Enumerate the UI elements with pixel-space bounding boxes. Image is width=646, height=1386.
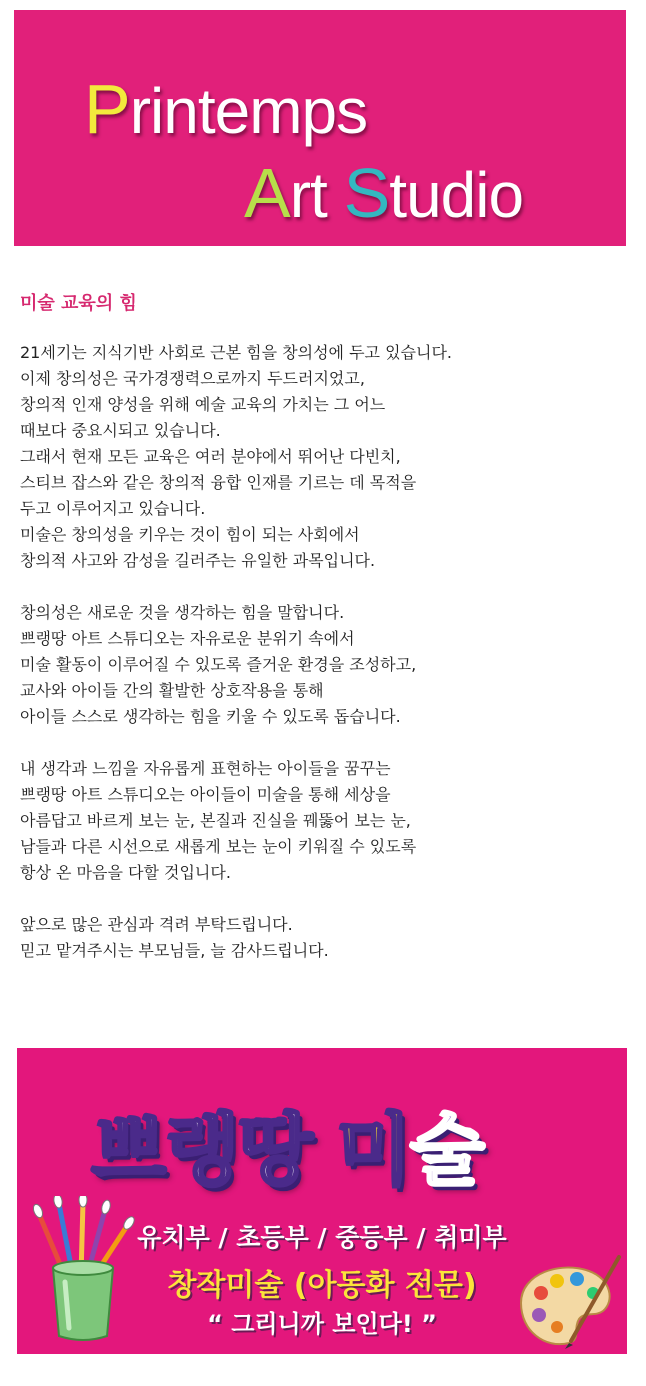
logo-letter-s: S [343,154,390,232]
text-line: 앞으로 많은 관심과 격려 부탁드립니다. [20,915,293,934]
text-line: 교사와 아이들 간의 활발한 상호작용을 통해 [20,681,324,700]
paragraph-4 [20,912,620,964]
course-list: 유치부 / 초등부 / 중등부 / 취미부 [137,1223,507,1252]
palette-icon [511,1253,623,1349]
header-banner-inner [14,10,626,246]
logo-text-rt: rt [289,159,327,231]
text-line: 두고 이루어지고 있습니다. [20,499,206,518]
text-line: 쁘랭땅 아트 스튜디오는 자유로운 분위기 속에서 [20,629,355,648]
logo-line-art-studio [244,154,524,232]
text-line: 미술 활동이 이루어질 수 있도록 즐거운 환경을 조성하고, [20,655,417,674]
promo-title-brand: 쁘랭땅 [91,1106,312,1196]
paragraph-1 [20,340,620,574]
text-line: 스티브 잡스와 같은 창의적 융합 인재를 기르는 데 목적을 [20,473,417,492]
header-banner [0,0,632,256]
text-line: 창의적 사고와 감성을 길러주는 유일한 과목입니다. [20,551,376,570]
promo-title-sul: 술 [409,1106,483,1196]
paragraph-2 [20,600,620,730]
promo-title-mi: 미 [336,1106,410,1196]
text-line: 때보다 중요시되고 있습니다. [20,421,221,440]
text-line: 창의성은 새로운 것을 생각하는 힘을 말합니다. [20,603,345,622]
text-line: 믿고 맡겨주시는 부모님들, 늘 감사드립니다. [20,941,329,960]
paragraph-3 [20,756,620,886]
tagline: 창작미술 (아동화 전문) [167,1268,477,1303]
text-line: 이제 창의성은 국가경쟁력으로까지 두드러지었고, [20,369,365,388]
text-line: 항상 온 마음을 다할 것입니다. [20,863,231,882]
logo-text-rintemps: rintemps [129,75,368,147]
text-line: 내 생각과 느낌을 자유롭게 표현하는 아이들을 꿈꾸는 [20,759,391,778]
promo-banner [17,1048,627,1354]
section-title: 미술 교육의 힘 [20,293,137,314]
text-line: 쁘랭땅 아트 스튜디오는 아이들이 미술을 통해 세상을 [20,785,391,804]
logo-letter-a: A [244,154,290,232]
logo-line-printemps [84,70,368,148]
logo-text-tudio: tudio [389,159,524,231]
text-line: 그래서 현재 모든 교육은 여러 분야에서 뛰어난 다빈치, [20,447,401,466]
text-line: 창의적 인재 양성을 위해 예술 교육의 가치는 그 어느 [20,395,386,414]
promo-title [91,1088,483,1200]
text-line: 아름답고 바르게 보는 눈, 본질과 진실을 꿰뚫어 보는 눈, [20,811,411,830]
slogan: “ 그리니까 보인다! ” [207,1310,437,1338]
text-line: 미술은 창의성을 키우는 것이 힘이 되는 사회에서 [20,525,360,544]
text-line: 아이들 스스로 생각하는 힘을 키울 수 있도록 돕습니다. [20,707,401,726]
article-body [20,340,620,964]
logo-letter-p: P [84,70,130,148]
text-line: 21세기는 지식기반 사회로 근본 힘을 창의성에 두고 있습니다. [20,343,452,362]
text-line: 남들과 다른 시선으로 새롭게 보는 눈이 키워질 수 있도록 [20,837,417,856]
